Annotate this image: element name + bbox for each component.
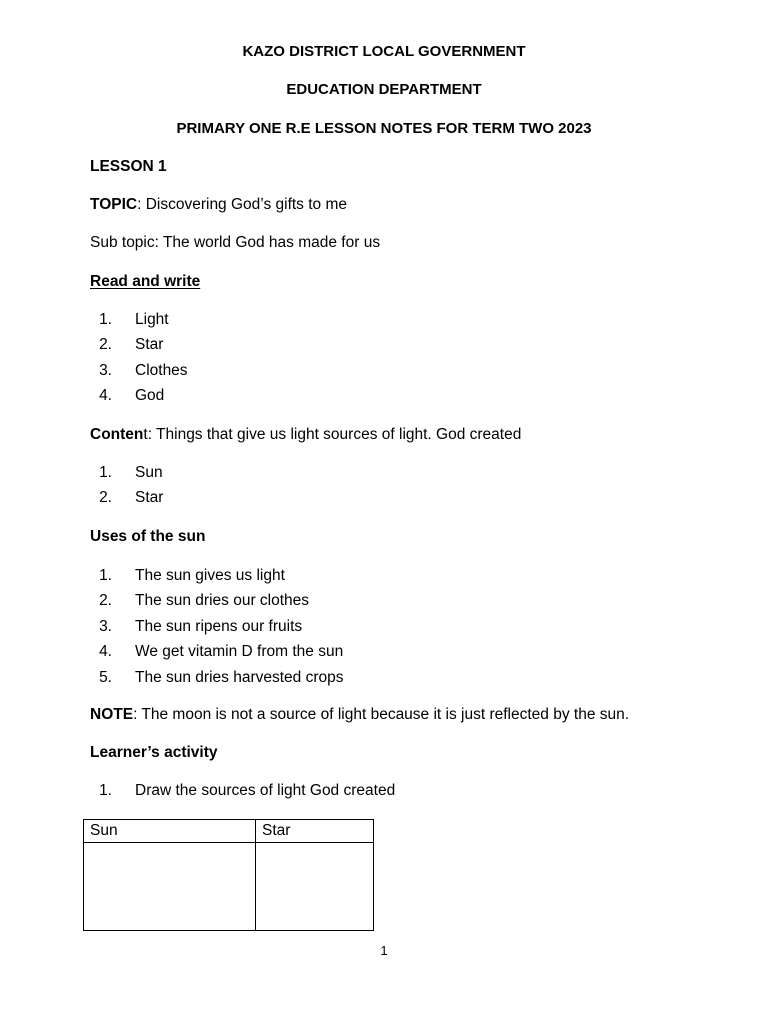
- list-text: The sun dries our clothes: [135, 592, 310, 610]
- table-header-sun: Sun: [84, 820, 256, 843]
- list-number: 2.: [99, 489, 112, 507]
- list-number: 2.: [99, 592, 112, 610]
- department-heading: EDUCATION DEPARTMENT: [286, 81, 482, 98]
- note-text: : The moon is not a source of light because it is just reflected by the sun.: [133, 706, 630, 723]
- lesson-title: LESSON 1: [90, 158, 167, 175]
- topic-line: [90, 195, 347, 215]
- list-item: [90, 642, 344, 667]
- list-item: [90, 463, 163, 488]
- content-label: Conten: [90, 426, 144, 443]
- list-item: [90, 591, 344, 616]
- list-number: 1.: [99, 782, 112, 799]
- list-item: [90, 781, 395, 806]
- list-text: Sun: [135, 464, 163, 481]
- list-number: 1.: [99, 311, 112, 328]
- list-item: [90, 386, 188, 411]
- topic-text: : Discovering God’s gifts to me: [137, 196, 348, 213]
- list-text: Draw the sources of light God created: [135, 782, 396, 799]
- drawing-cell-star: [256, 843, 374, 931]
- activity-heading: Learner’s activity: [90, 744, 218, 761]
- list-text: The sun dries harvested crops: [135, 668, 344, 686]
- list-item: [90, 668, 344, 693]
- uses-heading: Uses of the sun: [90, 528, 206, 545]
- list-item: [90, 488, 163, 513]
- read-write-heading: Read and write: [90, 273, 201, 290]
- table-row: [84, 843, 374, 931]
- list-item: [90, 566, 344, 591]
- table-header-star: Star: [256, 820, 374, 843]
- content-text: : Things that give us light sources of light. God created: [147, 426, 522, 443]
- topic-label: TOPIC: [90, 196, 138, 213]
- list-text: Star: [135, 336, 164, 354]
- list-text: Clothes: [135, 361, 188, 379]
- list-number: 5.: [99, 668, 112, 686]
- note-label: NOTE: [90, 706, 134, 723]
- list-item: [90, 310, 188, 335]
- list-number: 1.: [99, 567, 112, 584]
- read-write-list: [90, 310, 188, 412]
- list-item: [90, 335, 188, 360]
- list-number: 2.: [99, 336, 112, 354]
- content-label-rest: t: [143, 426, 148, 443]
- list-item: [90, 361, 188, 386]
- list-text: We get vitamin D from the sun: [135, 643, 344, 661]
- document-title: PRIMARY ONE R.E LESSON NOTES FOR TERM TWO 2023: [176, 120, 592, 137]
- list-text: The sun ripens our fruits: [135, 617, 303, 635]
- content-list: [90, 463, 163, 514]
- subtopic-line: Sub topic: The world God has made for us: [90, 234, 381, 251]
- district-heading: KAZO DISTRICT LOCAL GOVERNMENT: [242, 43, 526, 60]
- note-line: [90, 705, 629, 725]
- content-line: [90, 425, 521, 445]
- list-text: Star: [135, 489, 164, 507]
- table-header-row: [84, 820, 374, 843]
- list-number: 3.: [99, 617, 112, 635]
- uses-list: [90, 566, 344, 693]
- list-number: 4.: [99, 643, 112, 661]
- list-item: [90, 617, 344, 642]
- page-number: 1: [380, 943, 388, 958]
- list-text: Light: [135, 311, 169, 328]
- activity-table: [83, 819, 374, 931]
- list-text: God: [135, 387, 165, 405]
- activity-list: [90, 781, 395, 806]
- list-text: The sun gives us light: [135, 567, 285, 584]
- list-number: 3.: [99, 361, 112, 379]
- list-number: 4.: [99, 387, 112, 405]
- list-number: 1.: [99, 464, 112, 481]
- drawing-cell-sun: [84, 843, 256, 931]
